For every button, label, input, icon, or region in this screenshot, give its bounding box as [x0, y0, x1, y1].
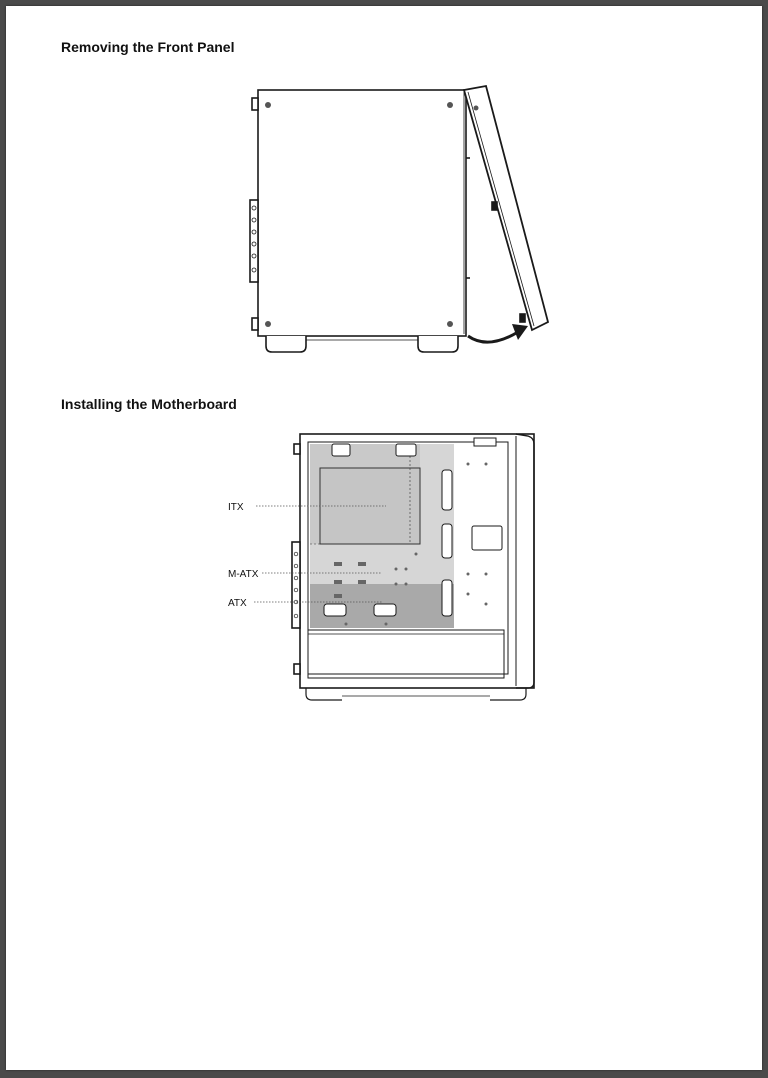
callout-itx: ITX — [228, 502, 244, 513]
callout-matx: M-ATX — [228, 569, 259, 580]
case-foot-right — [418, 336, 458, 352]
io-port-strip — [292, 542, 300, 628]
manual-page — [6, 6, 762, 1070]
case-foot-left — [266, 336, 306, 352]
front-panel-removal-illustration — [236, 78, 556, 358]
motherboard-installation-illustration — [206, 424, 546, 709]
callout-atx: ATX — [228, 598, 247, 609]
section-title-front-panel: Removing the Front Panel — [61, 39, 235, 55]
case-body — [258, 90, 466, 336]
io-port-strip — [250, 200, 258, 282]
pull-direction-arrow — [468, 324, 528, 342]
section-title-motherboard: Installing the Motherboard — [61, 396, 237, 412]
